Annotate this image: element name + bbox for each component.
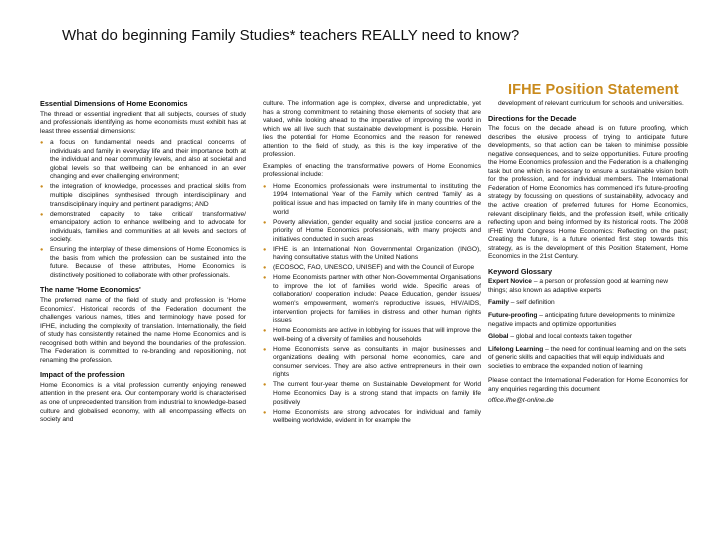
glossary-definition: – self definition <box>508 299 555 307</box>
bullet-item: ● Ensuring the interplay of these dimensions of Home Economics is the basis from which the profession can be sustained into the future. Because of these attributes, Home Economics is distinctively positioned to collaborate with other professionals. <box>40 246 246 280</box>
column-3 <box>488 100 688 409</box>
glossary-term: Expert Novice <box>488 278 532 286</box>
glossary-entry <box>488 312 688 329</box>
paragraph: The preferred name of the field of study and profession is 'Home Economics'. Historical records of the Federation document the challenges various names, titles and terminology have posed for IFHE, including the complexity of translation. Internationally, the field of study has consistently retained the name Home Economics and is recognised both within and beyond the boundaries of the profession. The Federation is committed to re-branding and repositioning, not renaming the profession. <box>40 296 246 364</box>
bullet-item: ● a focus on fundamental needs and practical concerns of individuals and family in everyday life and their importance both at the individual and near community levels, and also at societal and global levels so that wellbeing can be enhanced in an ever changing and ever challenging environment; <box>40 139 246 182</box>
bullet-list <box>40 139 246 280</box>
glossary-term: Family <box>488 299 509 307</box>
bullet-item: ● Home Economics professionals were instrumental to instituting the 1994 International Year of the Family which centred 'family' as a political issue and has impacted on family life in many countries of the world <box>263 183 481 217</box>
slide-title: What do beginning Family Studies* teachers REALLY need to know? <box>62 27 520 44</box>
column-2 <box>263 100 481 429</box>
contact-text: Please contact the International Federation for Home Economics for any enquiries regarding this document <box>488 377 688 393</box>
bullet-item: ● Home Economists partner with other Non-Governmental Organisations to improve the lot of families world wide. Specific areas of collaboration/ cooperation include: Peace Education, gender issues/ women's empowerment, women's reproductive issues, HIV/AIDS, intervention projects for families in distress and other human rights issues <box>263 274 481 325</box>
document-title: IFHE Position Statement <box>508 82 679 98</box>
glossary-definition: – a person or profession good at learning new things; also known as adaptive experts <box>488 278 668 294</box>
contact-email[interactable]: office.ifhe@t-online.de <box>488 397 554 405</box>
paragraph: The thread or essential ingredient that all subjects, courses of study and professionals identifying as home economists must exhibit has at least three essential dimensions: <box>40 110 246 135</box>
section-heading: Directions for the Decade <box>488 113 577 123</box>
bullet-item: ● Home Economists are active in lobbying for issues that will improve the well-being of a diversity of families and households <box>263 327 481 344</box>
bullet-item: ● (ECOSOC, FAO, UNESCO, UNISEF) and with the Council of Europe <box>263 264 481 273</box>
paragraph: The focus on the decade ahead is on future proofing, which describes the elusive process of trying to anticipate future developments, so that action can be taken to minimise possible negative consequences, and to seize opportunities. Future proofing the Home Economics profession and the Federation is a challenging task but one which is necessary to ensure a sustainable vision both for the profession, and for individual members. The International Federation of Home Economics has commenced it's future-proofing strategy by focussing on questions of sustainability, advocacy and the active creation of preferred futures for Home Economics, relevant disciplinary fields, and the profession itself, while critically reflecting upon and being informed by its historical roots. The 2008 IFHE World Congress Home Economics: Reflecting on the past; Creating the future, is a future oriented first step towards this strategy, as is the development of this Position Statement, Home Economics in the 21st Century. <box>488 125 688 261</box>
paragraph: development of relevant curriculum for schools and universities. <box>498 100 684 107</box>
bullet-item: ● Home Economists are strong advocates for individual and family wellbeing worldwide, evident in for example the <box>263 409 481 426</box>
glossary-entry <box>488 346 688 372</box>
glossary-entry <box>488 333 688 342</box>
section-heading: Essential Dimensions of Home Economics <box>40 99 188 108</box>
bullet-item: ● Poverty alleviation, gender equality and social justice concerns are a priority of Home Economics professionals, with many projects and initiatives conducted in such areas <box>263 219 481 245</box>
bullet-item: ● Home Economists serve as consultants in major businesses and organizations dealing with personal home economics, care and consumer services. They are also active entrepreneurs in their own rights <box>263 346 481 380</box>
section-heading: Impact of the profession <box>40 370 125 380</box>
glossary-entry <box>488 278 688 295</box>
glossary-term: Lifelong Learning <box>488 345 544 353</box>
bullet-item: ● demonstrated capacity to take critical/ transformative/ emancipatory action to enhance wellbeing and to advocate for individuals, families and communities at all levels and sectors of society. <box>40 211 246 245</box>
paragraph: Home Economics is a vital profession currently enjoying renewed attention in the present era. Our contemporary world is characterised as one of unprecedented transition from industrial to knowledge-based culture and globalised economy, with all encompassing effects on society and <box>40 381 246 424</box>
glossary-definition: – anticipating future developments to minimize negative impacts and optimize opportunities <box>488 312 675 328</box>
bullet-item: ● The current four-year theme on Sustainable Development for World Home Economics Day is a strong stand that impacts on family life positively <box>263 381 481 407</box>
paragraph: culture. The information age is complex, diverse and unpredictable, yet has a strong commitment to retaining those elements of society that are valued, while looking ahead to the imperative of improving the world in which we all live such that sustainable development is possible. Herein lies the potential for Home Economics and the reason for renewed attention to the field of study, as this is the key imperative of the profession. <box>263 100 481 159</box>
glossary-definition: – global and local contexts taken together <box>508 333 633 341</box>
bullet-list <box>263 183 481 426</box>
glossary-entry <box>488 299 688 308</box>
section-heading: The name 'Home Economics' <box>40 285 141 295</box>
glossary-definition: – the need for continual learning and on the sets of generic skills and capacities that will equip individuals and societies to embrace the expanded notion of learning <box>488 345 687 370</box>
paragraph: Examples of enacting the transformative powers of Home Economics professional include: <box>263 162 481 179</box>
bullet-item: ● IFHE is an International Non Governmental Organization (INGO), having consultative status with the United Nations <box>263 246 481 263</box>
bullet-item: ● the integration of knowledge, processes and practical skills from multiple disciplines synthesised through interdisciplinary and transdisciplinary inquiry and pertinent paradigms; AND <box>40 183 246 209</box>
section-heading: Keyword Glossary <box>488 266 553 276</box>
glossary-term: Future-proofing <box>488 312 538 320</box>
glossary-term: Global <box>488 333 509 341</box>
column-1 <box>40 100 246 428</box>
